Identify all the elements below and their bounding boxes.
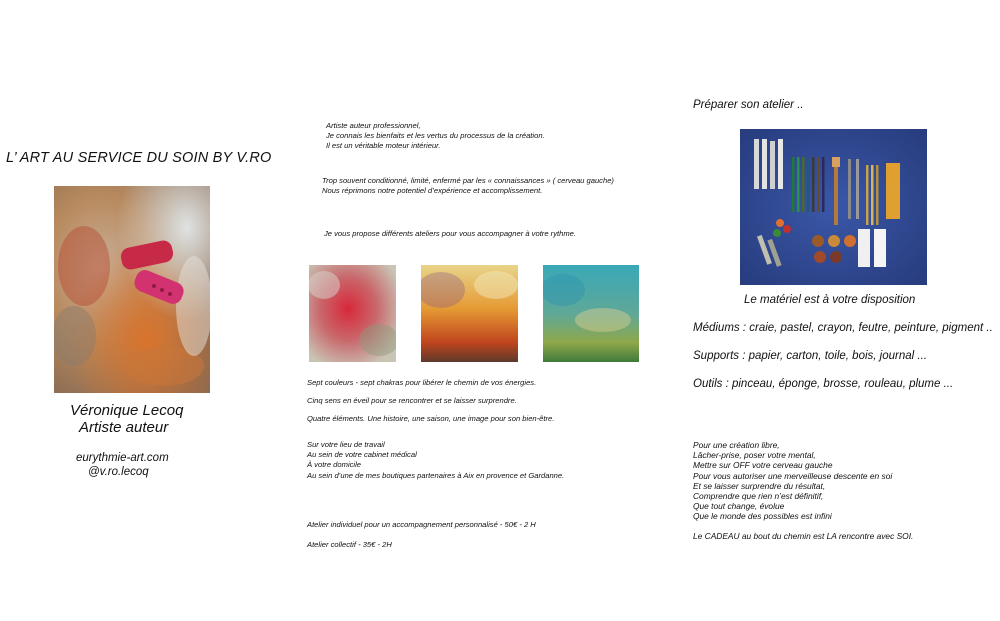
instagram-handle[interactable]: @v.ro.lecoq <box>88 466 149 478</box>
description-item: Sept couleurs - sept chakras pour libérer le chemin de vos énergies. <box>307 378 537 387</box>
price-item: Atelier individuel pour un accompagnement personnalisé - 50€ - 2 H <box>307 520 536 529</box>
art-supplies-photo <box>740 129 927 285</box>
prepare-heading: Préparer son atelier .. <box>693 99 804 111</box>
supports-line: Supports : papier, carton, toile, bois, journal ... <box>693 350 927 362</box>
propose-text: Je vous propose différents ateliers pour vous accompagner à votre rythme. <box>324 229 576 238</box>
location-item: À votre domicile <box>307 460 362 470</box>
cadeau-line: Le CADEAU au bout du chemin est LA rencontre avec SOI. <box>693 531 914 541</box>
orange-artwork-thumbnail <box>421 265 518 362</box>
poem-line: Que tout change, évolue <box>693 501 785 512</box>
poem-line: Et se laisser surprendre du résultat, <box>693 480 826 491</box>
poem-line: Lâcher-prise, poser votre mental, <box>693 450 816 461</box>
conditioned-text <box>322 176 614 196</box>
materiel-caption: Le matériel est à votre disposition <box>744 294 916 306</box>
poem-line: Mettre sur OFF votre cerveau gauche <box>693 460 833 471</box>
conditioned-line: Nous réprimons notre potentiel d’expérience et accomplissement. <box>322 186 543 196</box>
intro-line: Je connais les bienfaits et les vertus du processus de la création. <box>326 131 545 141</box>
intro-line: Artiste auteur professionnel, <box>326 121 421 130</box>
intro-text <box>326 121 545 152</box>
location-item: Au sein d’une de mes boutiques partenaires à Aix en provence et Gardanne. <box>307 470 565 480</box>
poem-line: Que le monde des possibles est infini <box>693 511 832 522</box>
artist-role: Artiste auteur <box>79 419 169 436</box>
conditioned-line: Trop souvent conditionné, limité, enfermé par les « connaissances » ( cerveau gauche) <box>322 176 614 185</box>
price-item: Atelier collectif - 35€ - 2H <box>307 540 392 550</box>
red-artwork-thumbnail <box>309 265 396 362</box>
description-item: Cinq sens en éveil pour se rencontrer et se laisser surprendre. <box>307 396 517 406</box>
pastel-chalk-photo <box>54 186 210 393</box>
poem-line: Comprendre que rien n’est définitif, <box>693 491 824 502</box>
location-item: Au sein de votre cabinet médical <box>307 450 417 460</box>
creation-poem <box>693 440 892 522</box>
intro-line: Il est un véritable moteur intérieur. <box>326 141 441 151</box>
workshop-descriptions <box>307 378 554 433</box>
teal-artwork-thumbnail <box>543 265 639 362</box>
page-title: L’ ART AU SERVICE DU SOIN BY V.RO <box>6 150 272 166</box>
outils-line: Outils : pinceau, éponge, brosse, rouleau, plume ... <box>693 378 954 390</box>
artist-name: Véronique Lecoq <box>70 402 184 419</box>
workshop-prices <box>307 520 536 560</box>
workshop-locations <box>307 440 564 481</box>
poem-line: Pour vous autoriser une merveilleuse descente en soi <box>693 470 893 481</box>
description-item: Quatre éléments. Une histoire, une saison, une image pour son bien-être. <box>307 414 555 424</box>
website-link[interactable]: eurythmie-art.com <box>76 452 169 464</box>
poem-line: Pour une création libre, <box>693 440 780 450</box>
mediums-line: Médiums : craie, pastel, crayon, feutre, peinture, pigment .. <box>693 322 993 334</box>
location-item: Sur votre lieu de travail <box>307 440 385 449</box>
